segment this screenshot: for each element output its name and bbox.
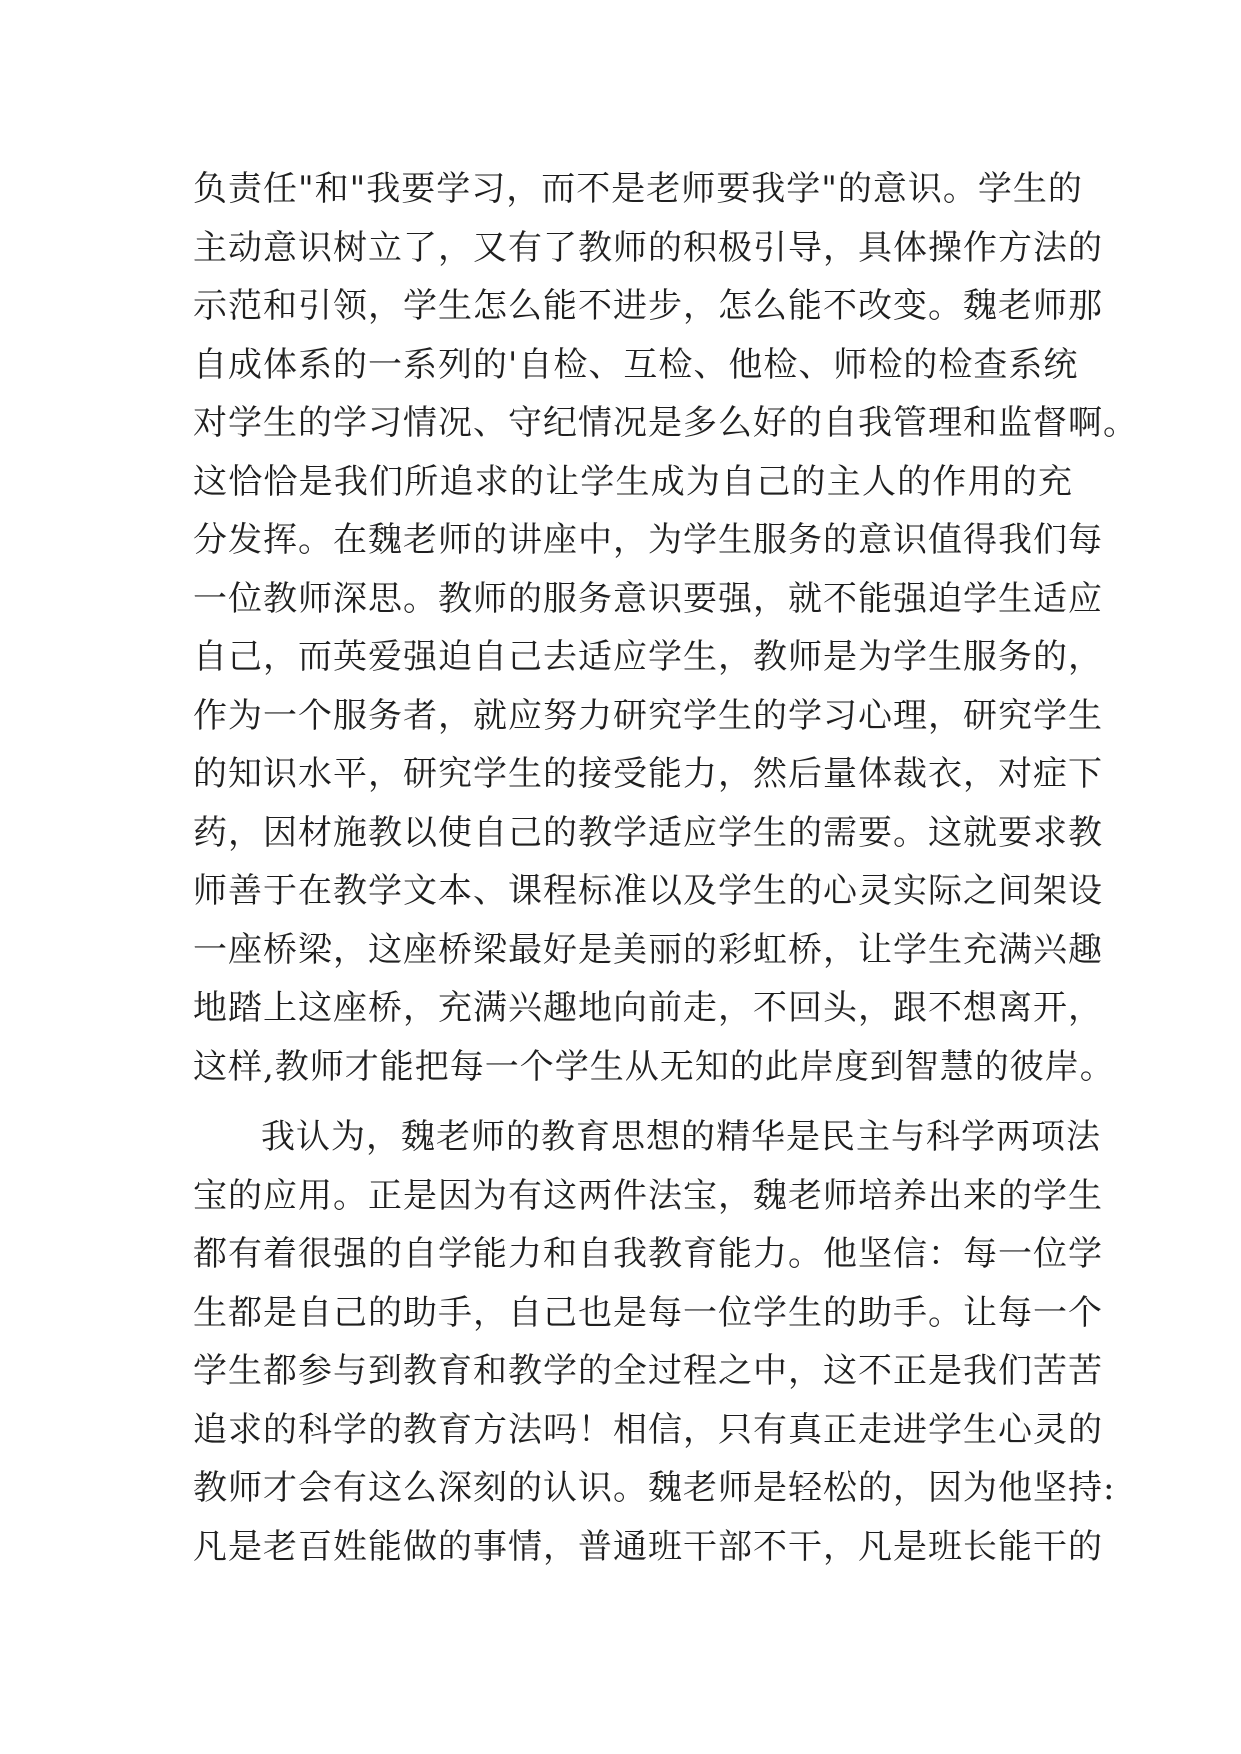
paragraph-spacer	[193, 1096, 1073, 1108]
text-line: 自成体系的一系列的'自检、互检、他检、师检的检查系统	[193, 344, 1079, 385]
text-line: 生都是自己的助手，自己也是每一位学生的助手。让每一个	[193, 1292, 1103, 1333]
text-line: 一位教师深思。教师的服务意识要强，就不能强迫学生适应	[193, 578, 1103, 619]
text-line: 都有着很强的自学能力和自我教育能力。他坚信：每一位学	[193, 1234, 1103, 1274]
text-line: 宝的应用。正是因为有这两件法宝，魏老师培养出来的学生	[193, 1175, 1103, 1216]
text-line: 教师才会有这么深刻的认识。魏老师是轻松的，因为他坚持:	[193, 1468, 1116, 1508]
text-line: 分发挥。在魏老师的讲座中，为学生服务的意识值得我们每	[193, 520, 1103, 560]
text-line: 地踏上这座桥，充满兴趣地向前走，不回头，跟不想离开，	[193, 988, 1103, 1028]
text-line: 药，因材施教以使自己的教学适应学生的需要。这就要求教	[193, 812, 1103, 853]
text-line: 这恰恰是我们所追求的让学生成为自己的主人的作用的充	[193, 461, 1073, 502]
text-line: 我认为，魏老师的教育思想的精华是民主与科学两项法	[261, 1117, 1101, 1157]
document-body	[193, 160, 1138, 1576]
text-line: 这样,教师才能把每一个学生从无知的此岸度到智慧的彼岸。	[193, 1046, 1115, 1087]
paragraph-1	[193, 160, 1138, 1096]
text-line: 自己，而英爱强迫自己去适应学生，教师是为学生服务的，	[193, 637, 1103, 677]
text-line: 主动意识树立了，又有了教师的积极引导，具体操作方法的	[193, 227, 1103, 268]
text-line: 学生都参与到教育和教学的全过程之中，这不正是我们苦苦	[193, 1351, 1103, 1391]
text-line: 一座桥梁，这座桥梁最好是美丽的彩虹桥，让学生充满兴趣	[193, 929, 1103, 970]
text-line: 追求的科学的教育方法吗！相信，只有真正走进学生心灵的	[193, 1409, 1103, 1450]
text-line: 的知识水平，研究学生的接受能力，然后量体裁衣，对症下	[193, 754, 1103, 794]
text-line: 作为一个服务者，就应努力研究学生的学习心理，研究学生	[193, 695, 1103, 736]
text-line: 负责任"和"我要学习，而不是老师要我学"的意识。学生的	[193, 169, 1083, 209]
text-line: 凡是老百姓能做的事情，普通班干部不干，凡是班长能干的	[193, 1526, 1103, 1567]
text-line: 示范和引领，学生怎么能不进步，怎么能不改变。魏老师那	[193, 286, 1103, 326]
paragraph-2	[193, 1108, 1116, 1576]
text-line: 对学生的学习情况、守纪情况是多么好的自我管理和监督啊。	[193, 403, 1138, 443]
text-line: 师善于在教学文本、课程标准以及学生的心灵实际之间架设	[193, 871, 1103, 911]
